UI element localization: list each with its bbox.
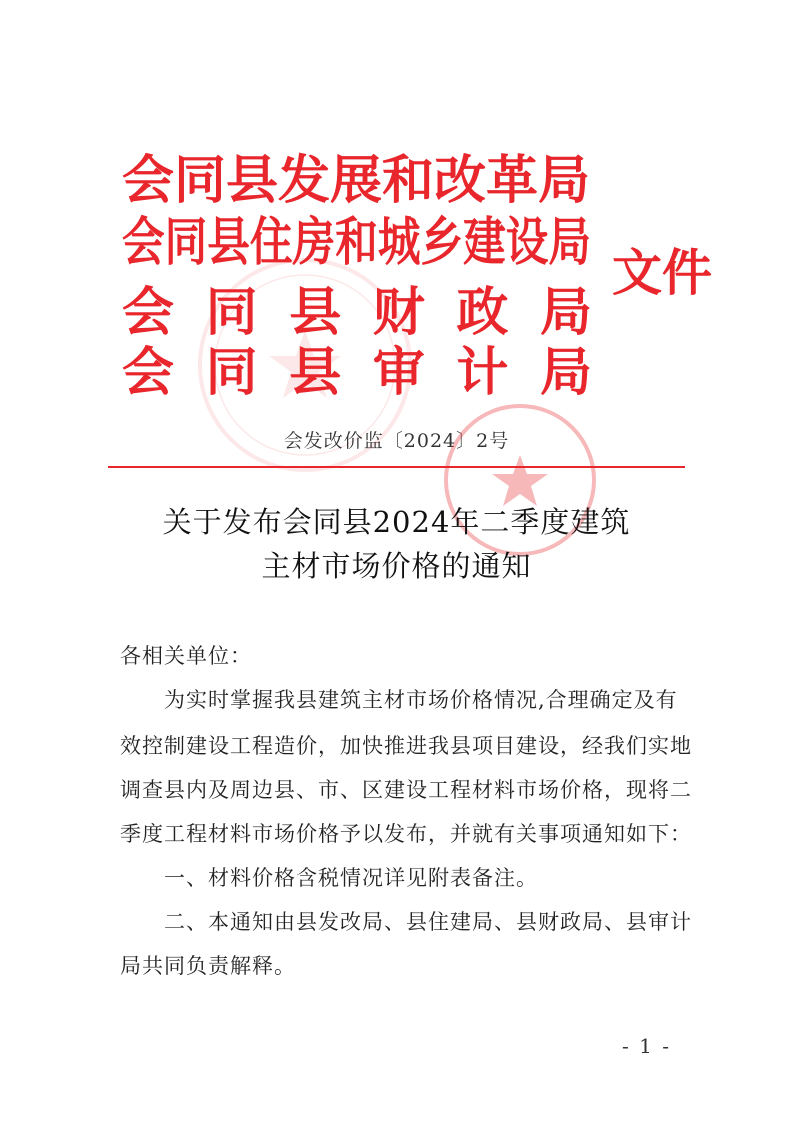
paragraph-line-3: 调查县内及周边县、市、区建设工程材料市场价格，现将二 — [120, 778, 692, 802]
paragraph-line-4: 季度工程材料市场价格予以发布，并就有关事项通知如下： — [120, 822, 692, 846]
notice-title-line-2: 主材市场价格的通知 — [261, 549, 532, 583]
page-number: - 1 - — [622, 1034, 671, 1058]
item-2-line-2: 局共同负责解释。 — [120, 954, 296, 978]
agency-line-housing-construction: 会同县住房和城乡建设局 — [122, 213, 592, 273]
paragraph-line-2: 效控制建设工程造价，加快推进我县项目建设，经我们实地 — [120, 734, 692, 758]
paragraph-line-1: 为实时掌握我县建筑主材市场价格情况,合理确定及有 — [164, 688, 678, 712]
agency-line-development-reform: 会同县发展和改革局 — [122, 151, 591, 211]
document-number: 会发改价监〔2024〕2号 — [283, 430, 510, 452]
item-2-line-1: 二、本通知由县发改局、县住建局、县财政局、县审计 — [164, 910, 692, 934]
notice-title-line-1: 关于发布会同县2024年二季度建筑 — [162, 505, 631, 539]
agency-line-audit: 会 同 县 审 计 局 — [122, 343, 592, 403]
agency-line-finance: 会 同 县 财 政 局 — [122, 283, 592, 343]
document-suffix-label: 文件 — [612, 244, 712, 302]
item-1: 一、材料价格含税情况详见附表备注。 — [164, 866, 538, 890]
salutation: 各相关单位： — [120, 644, 252, 668]
